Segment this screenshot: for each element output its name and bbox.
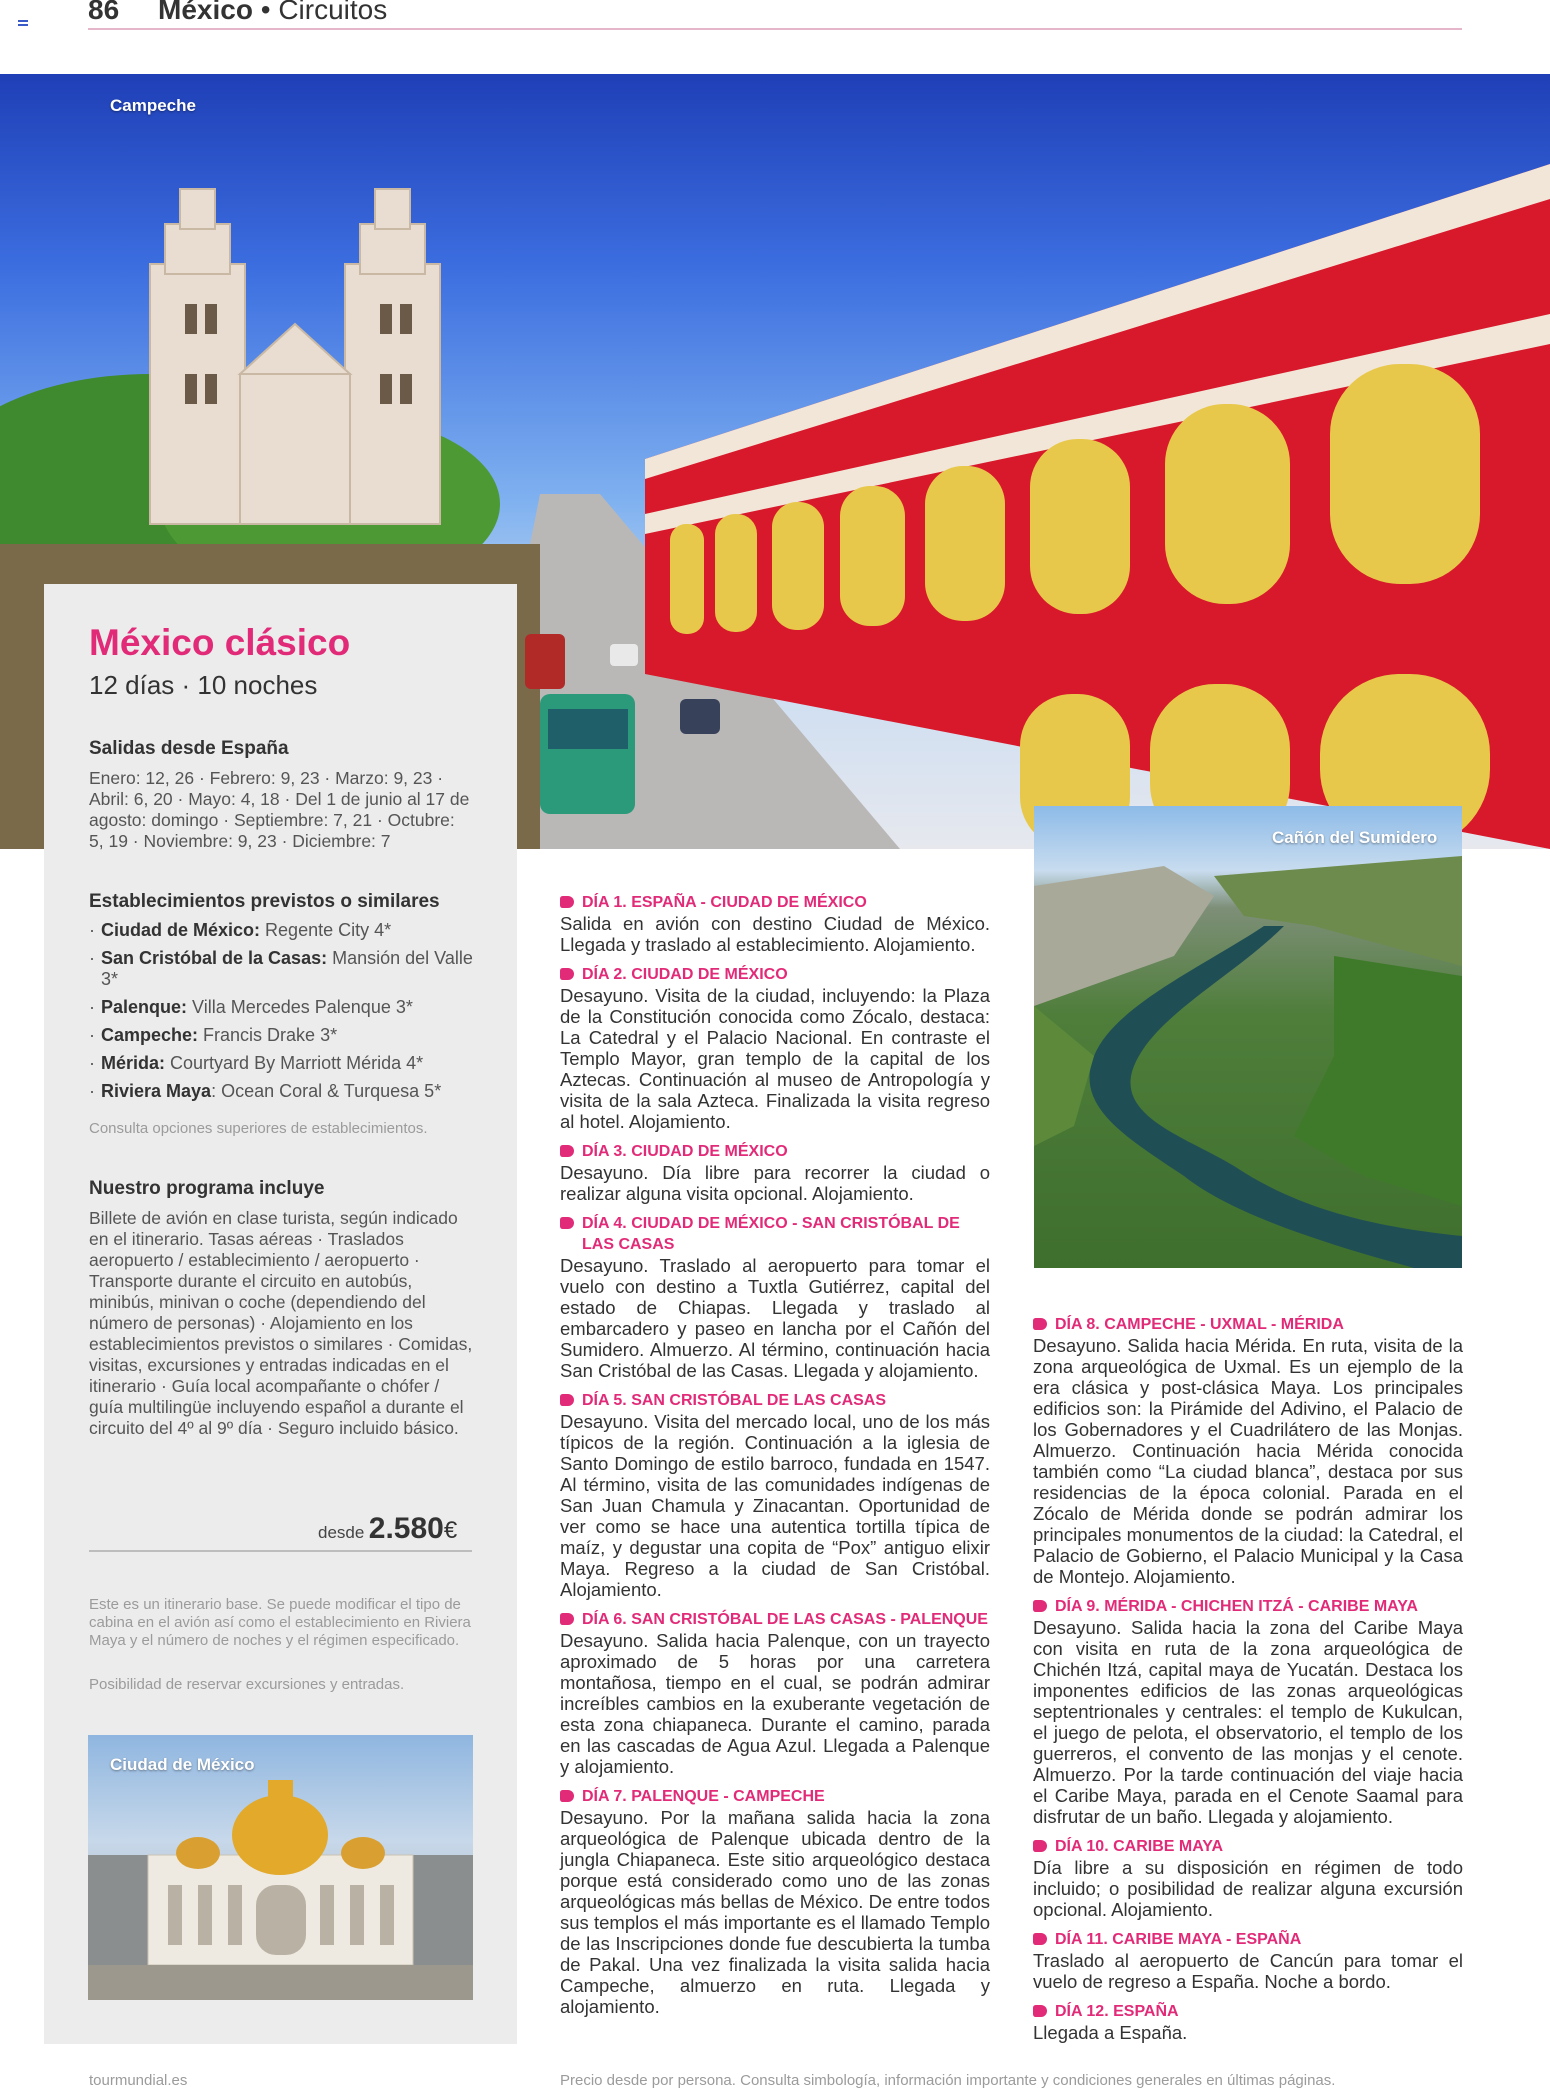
day-text: Día libre a su disposición en régimen de todo incluido; o posibilidad de realizar alguna excursión opcional. Alojamiento. — [1033, 1857, 1463, 1920]
price-from-label: desde — [318, 1523, 365, 1542]
day-heading: DÍA 2. CIUDAD DE MÉXICO — [560, 964, 990, 985]
hotel-item: · Ciudad de México: Regente City 4* — [89, 920, 484, 941]
hotel-item: · Riviera Maya: Ocean Coral & Turquesa 5* — [89, 1081, 484, 1102]
car — [610, 644, 638, 666]
hotel-item: · Campeche: Francis Drake 3* — [89, 1025, 484, 1046]
day-text: Desayuno. Día libre para recorrer la ciudad o realizar alguna visita opcional. Alojamiento. — [560, 1162, 990, 1204]
day-heading: DÍA 10. CARIBE MAYA — [1033, 1836, 1463, 1857]
price-rule — [89, 1550, 472, 1552]
header-rule — [88, 28, 1462, 30]
day-text: Desayuno. Visita de la ciudad, incluyendo: la Plaza de la Constitución conocida como Zócalo, destaca: La Catedral y el Palacio Nacional. En contraste el Templo Mayor, gran templo de la capital de los Aztecas. Continuación al museo de Antropología y visita de la sala Azteca. Finalizada la visita regreso al hotel. Alojamiento. — [560, 985, 990, 1132]
day-text: Desayuno. Traslado al aeropuerto para tomar el vuelo con destino a Tuxtla Gutiérrez, capital del estado de Chiapas. Llegada y traslado al embarcadero y paseo en lancha por el Cañón del Sumidero. Almuerzo. Al término, continuación hacia San Cristóbal de las Casas. Llegada y alojamiento. — [560, 1255, 990, 1381]
photo-ciudad-de-mexico — [88, 1735, 473, 2000]
includes-text: Billete de avión en clase turista, según indicado en el itinerario. Tasas aéreas · Traslados aeropuerto / establecimiento / aeropuerto · Transporte durante el circuito en autobús, minibús, minivan o coche (dependiendo del número de personas) · Alojamiento en los establecimientos previstos o similares · Comidas, visitas, excursiones y entradas indicadas en el itinerario · Guía local acompañante o chófer / guía multilingüe incluyendo español a durante el circuito del 4º al 9º día · Seguro incluido básico. — [89, 1208, 473, 1438]
cathedral — [150, 189, 440, 524]
price-currency: € — [443, 1517, 458, 1544]
page-marker — [18, 20, 28, 28]
includes-heading: Nuestro programa incluye — [89, 1178, 325, 1199]
base-itinerary-note: Este es un itinerario base. Se puede modificar el tipo de cabina en el avión así como el establecimiento en Riviera Maya y el número de noches y el régimen especificado. — [89, 1596, 471, 1649]
car — [680, 699, 720, 734]
hotels-note: Consulta opciones superiores de establecimientos. — [89, 1120, 428, 1137]
itinerary-column-2 — [1033, 1314, 1463, 2052]
day-heading: DÍA 9. MÉRIDA - CHICHEN ITZÁ - CARIBE MAYA — [1033, 1596, 1463, 1617]
tour-duration: 12 días · 10 noches — [89, 670, 318, 700]
photo-canon-del-sumidero — [1034, 806, 1462, 1268]
day-heading: DÍA 6. SAN CRISTÓBAL DE LAS CASAS - PALENQUE — [560, 1609, 990, 1630]
day-text: Desayuno. Salida hacia Mérida. En ruta, visita de la zona arqueológica de Uxmal. Es un ejemplo de la era clásica y post-clásica Maya. Los principales edificios son: la Pirámide del Adivino, el Palacio de los Gobernadores y el Cuadrilátero de las Monjas. Almuerzo. Continuación hacia Mérida conocida también como “La ciudad blanca”, destaca por sus residencias de la época colonial. Parada en el Zócalo de Mérida donde se podrán admirar los principales monumentos de la ciudad: la Catedral, el Palacio de Gobierno, el Palacio Municipal y la Casa de Montejo. Alojamiento. — [1033, 1335, 1463, 1587]
tour-title: México clásico — [89, 622, 351, 663]
day-text: Desayuno. Salida hacia Palenque, con un trayecto aproximado de 5 horas por una carretera montañosa, tiempo en el cual, se podrán admirar increíbles cambios en la exuberante vegetación de esta zona chiapaneca. Durante el camino, parada en las cascadas de Agua Azul. Llegada a Palenque y alojamiento. — [560, 1630, 990, 1777]
itinerary-column-1 — [560, 892, 990, 2026]
day-text: Desayuno. Visita del mercado local, uno de los más típicos de la región. Continuación a la iglesia de Santo Domingo de estilo barroco, fundada en 1547. Al término, visita de las comunidades indígenas de San Juan Chamula y Zinacantan. Oportunidad de ver como se hace una autentica tortilla típica de maíz, y degustar una copita de “Pox” antiguo elixir Maya. Regreso a la ciudad de San Cristóbal. Alojamiento. — [560, 1411, 990, 1600]
day-text: Salida en avión con destino Ciudad de México. Llegada y traslado al establecimiento. Alojamiento. — [560, 913, 990, 955]
hotel-item: · Mérida: Courtyard By Marriott Mérida 4* — [89, 1053, 484, 1074]
footer-site[interactable]: tourmundial.es — [89, 2072, 188, 2089]
day-heading: DÍA 4. CIUDAD DE MÉXICO - SAN CRISTÓBAL DE LAS CASAS — [560, 1213, 990, 1255]
header-section: Circuitos — [278, 0, 388, 25]
day-heading: DÍA 12. ESPAÑA — [1033, 2001, 1463, 2022]
truck — [525, 634, 565, 689]
day-text: Traslado al aeropuerto de Cancún para tomar el vuelo de regreso a España. Noche a bordo. — [1033, 1950, 1463, 1992]
day-heading: DÍA 8. CAMPECHE - UXMAL - MÉRIDA — [1033, 1314, 1463, 1335]
header-country: México — [158, 0, 253, 25]
day-heading: DÍA 5. SAN CRISTÓBAL DE LAS CASAS — [560, 1390, 990, 1411]
day-heading: DÍA 3. CIUDAD DE MÉXICO — [560, 1141, 990, 1162]
footer-disclaimer: Precio desde por persona. Consulta simbología, información importante y condiciones generales en últimas páginas. — [560, 2072, 1336, 2089]
page-number: 86 — [88, 0, 120, 25]
bus-window — [548, 709, 628, 749]
price — [318, 1512, 457, 1546]
hotel-item: · San Cristóbal de la Casas: Mansión del Valle 3* — [89, 948, 484, 990]
hotel-item: · Palenque: Villa Mercedes Palenque 3* — [89, 997, 484, 1018]
departures-text: Enero: 12, 26 · Febrero: 9, 23 · Marzo: 9, 23 · Abril: 6, 20 · Mayo: 4, 18 · Del 1 de junio al 17 de agosto: domingo · Septiembre: 7, 21 · Octubre: 5, 19 · Noviembre: 9, 23 · Diciembre: 7 — [89, 768, 470, 851]
day-heading: DÍA 7. PALENQUE - CAMPECHE — [560, 1786, 990, 1807]
day-text: Desayuno. Por la mañana salida hacia la zona arqueológica de Palenque ubicada dentro de la jungla Chiapaneca. Este sitio arqueológico destaca porque está considerado como uno de las zonas arqueológicas más bellas de México. De entre todos sus templos el más importante es el llamado Templo de las Inscripciones donde fue descubierta la tumba de Pakal. Una vez finalizada la visita salida hacia Campeche, almuerzo en ruta. Llegada y alojamiento. — [560, 1807, 990, 2017]
city-image-label: Ciudad de México — [110, 1755, 255, 1774]
hotels-list — [89, 920, 484, 1109]
day-heading: DÍA 1. ESPAÑA - CIUDAD DE MÉXICO — [560, 892, 990, 913]
price-value: 2.580 — [368, 1512, 444, 1545]
hero-image-label: Campeche — [110, 96, 196, 115]
day-text: Desayuno. Salida hacia la zona del Caribe Maya con visita en ruta de la zona arqueológica de Chichén Itzá, capital maya de Yucatán. Destaca los imponentes edificios de las zonas arqueológicas septentrionales y centrales: el templo de Kukulcan, el juego de pelota, el observatorio, el templo de los guerreros, el convento de las monjas y el cenote. Almuerzo. Por la tarde continuación del viaje hacia el Caribe Maya, parada en el Cenote Saamal para disfrutar de un baño. Llegada y alojamiento. — [1033, 1617, 1463, 1827]
canyon-image-label: Cañón del Sumidero — [1272, 828, 1438, 847]
hotels-heading: Establecimientos previstos o similares — [89, 891, 440, 912]
day-heading: DÍA 11. CARIBE MAYA - ESPAÑA — [1033, 1929, 1463, 1950]
departures-heading: Salidas desde España — [89, 738, 289, 759]
day-text: Llegada a España. — [1033, 2022, 1188, 2043]
page-header-title: México • Circuitos — [158, 0, 387, 26]
canyon-illustration — [1034, 806, 1462, 1268]
excursions-note: Posibilidad de reservar excursiones y entradas. — [89, 1676, 405, 1693]
